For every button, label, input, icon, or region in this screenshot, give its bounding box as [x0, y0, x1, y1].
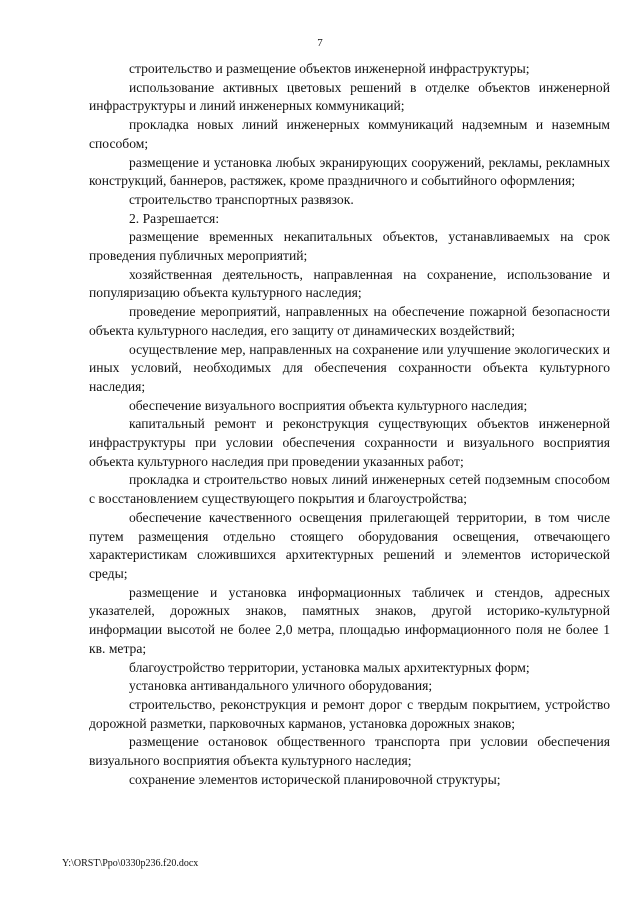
paragraph: размещение временных некапитальных объектов, устанавливаемых на срок проведения публичных мероприятий;: [89, 229, 610, 264]
section-heading: 2. Разрешается:: [129, 210, 220, 226]
paragraph: обеспечение визуального восприятия объекта культурного наследия;: [129, 397, 528, 413]
paragraph: сохранение элементов исторической планировочной структуры;: [129, 771, 501, 787]
document-body: [89, 60, 610, 789]
paragraph: строительство транспортных развязок.: [129, 191, 354, 207]
paragraph: осуществление мер, направленных на сохранение или улучшение экологических и иных условий, необходимых для обеспечения сохранности объекта культурного наследия;: [89, 341, 610, 394]
paragraph: установка антивандального уличного оборудования;: [129, 678, 433, 694]
file-path-footer: Y:\ORST\Ppo\0330p236.f20.docx: [62, 858, 199, 869]
paragraph: строительство, реконструкция и ремонт дорог с твердым покрытием, устройство дорожной разметки, парковочных карманов, установка дорожных знаков;: [89, 696, 610, 731]
paragraph: капитальный ремонт и реконструкция существующих объектов инженерной инфраструктуры при условии обеспечения сохранности и визуального восприятия объекта культурного наследия при проведении указанных работ;: [89, 416, 610, 469]
paragraph: размещение и установка любых экранирующих сооружений, рекламы, рекламных конструкций, баннеров, растяжек, кроме праздничного и событийного оформления;: [89, 154, 610, 189]
paragraph: прокладка и строительство новых линий инженерных сетей подземным способом с восстановлением существующего покрытия и благоустройства;: [89, 472, 610, 507]
paragraph: обеспечение качественного освещения прилегающей территории, в том числе путем размещения отдельно стоящего оборудования освещения, отвечающего характеристикам сложившихся архитектурных решений и элементов исторической среды;: [89, 509, 610, 581]
paragraph: размещение и установка информационных табличек и стендов, адресных указателей, дорожных знаков, памятных знаков, другой историко-культурной информации высотой не более 2,0 метра, площадью информационного поля не более 1 кв. метра;: [89, 584, 610, 656]
paragraph: хозяйственная деятельность, направленная на сохранение, использование и популяризацию объекта культурного наследия;: [89, 266, 610, 301]
paragraph: размещение остановок общественного транспорта при условии обеспечения визуального восприятия объекта культурного наследия;: [89, 734, 610, 769]
paragraph: прокладка новых линий инженерных коммуникаций надземным и наземным способом;: [89, 117, 610, 151]
paragraph: строительство и размещение объектов инженерной инфраструктуры;: [129, 61, 530, 76]
page-number: 7: [317, 37, 323, 49]
paragraph: проведение мероприятий, направленных на обеспечение пожарной безопасности объекта культурного наследия, его защиту от динамических воздействий;: [89, 304, 610, 338]
paragraph: благоустройство территории, установка малых архитектурных форм;: [129, 659, 530, 675]
paragraph: использование активных цветовых решений в отделке объектов инженерной инфраструктуры и линий инженерных коммуникаций;: [89, 79, 610, 114]
